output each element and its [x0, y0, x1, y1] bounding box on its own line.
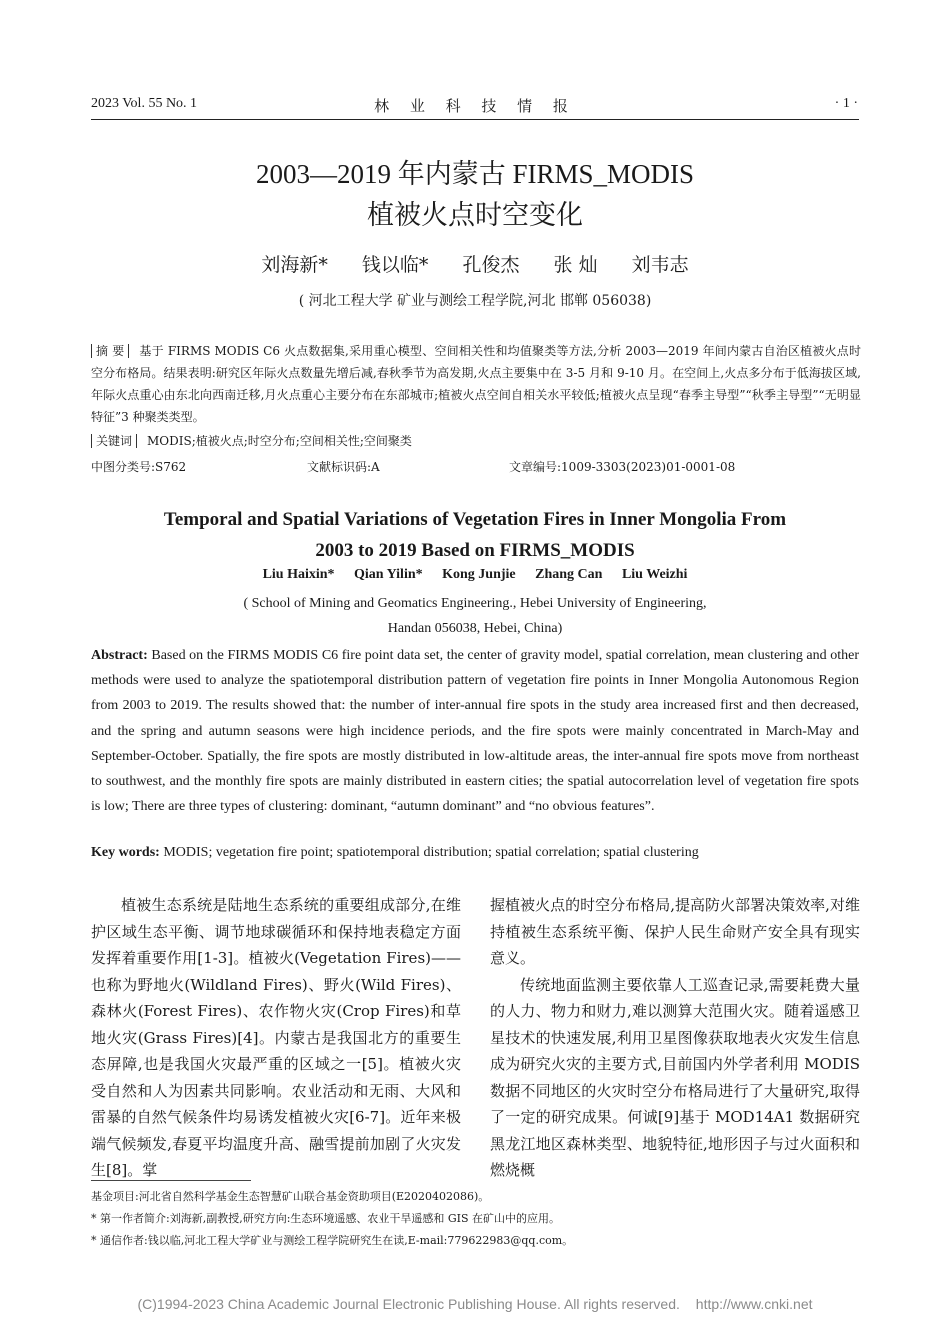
copyright-text: (C)1994-2023 China Academic Journal Electronic Publishing House. All rights reserved.: [137, 1296, 680, 1312]
author-cn: 刘海新*: [261, 254, 328, 276]
keywords-en-text: MODIS; vegetation fire point; spatiotemporal distribution; spatial correlation; spatial clustering: [163, 845, 699, 860]
footnote-fund: 基金项目:河北省自然科学基金生态智慧矿山联合基金资助项目(E2020402086)。: [91, 1190, 490, 1203]
footnote-corresponding-author: * 通信作者:钱以临,河北工程大学矿业与测绘工程学院研究生在读,E-mail:779622983@qq.com。: [91, 1234, 574, 1247]
author-en: Qian Yilin*: [354, 567, 423, 582]
footnote-first-author: * 第一作者简介:刘海新,副教授,研究方向:生态环境遥感、农业干旱遥感和 GIS 在矿山中的应用。: [91, 1212, 561, 1225]
keywords-cn-label: 关键词: [91, 434, 137, 448]
authors-en: [0, 567, 950, 583]
title-cn-line1: 2003—2019 年内蒙古 FIRMS_MODIS: [255, 159, 695, 189]
keywords-en: [91, 845, 859, 861]
title-cn-line2: 植被火点时空变化: [367, 200, 583, 230]
header-rule: [91, 119, 859, 120]
clc-number: 中图分类号:S762: [91, 460, 187, 474]
affiliation-cn: ( 河北工程大学 矿业与测绘工程学院,河北 邯郸 056038): [298, 293, 652, 309]
article-number: 文章编号:1009-3303(2023)01-0001-08: [509, 460, 736, 474]
body-right-column: [490, 892, 860, 1184]
abstract-en-label: Abstract:: [91, 648, 148, 663]
author-en: Zhang Can: [535, 567, 603, 582]
author-cn: 孔俊杰: [462, 254, 520, 276]
author-en: Kong Junjie: [442, 567, 516, 582]
author-cn: 刘韦志: [631, 254, 689, 276]
affiliation-en-line1: ( School of Mining and Geomatics Engineering., Hebei University of Engineering,: [243, 596, 707, 611]
abstract-en: [91, 643, 859, 819]
copyright-bar: [0, 1296, 950, 1312]
authors-cn: [0, 250, 950, 277]
keywords-cn-text: MODIS;植被火点;时空分布;空间相关性;空间聚类: [147, 434, 412, 448]
abstract-cn-label: 摘 要: [91, 344, 129, 358]
body-paragraph: 传统地面监测主要依靠人工巡查记录,需要耗费大量的人力、物力和财力,难以测算大范围火灾。随着遥感卫星技术的快速发展,利用卫星图像获取地表火灾发生信息成为研究火灾的主要方式,目前国内外学者利用 MODIS 数据不同地区的火灾时空分布格局进行了大量研究,取得了一定的研究成果。何诚[9]基于 MOD14A1 数据研究黑龙江地区森林类型、地貌特征,地形因子与过火面积和燃烧概: [490, 975, 860, 1179]
body-paragraph: 握植被火点的时空分布格局,提高防火部署决策效率,对维持植被生态系统平衡、保护人民生命财产安全具有现实意义。: [490, 896, 860, 967]
author-cn: 钱以临*: [361, 254, 429, 276]
body-left-column: 植被生态系统是陆地生态系统的重要组成部分,在维护区域生态平衡、调节地球碳循环和保持地表稳定方面发挥着重要作用[1-3]。植被火(Vegetation Fires)——也称为野地火(Wildland Fires)、野火(Wild Fires)、森林火(Forest Fires)、农作物火灾(Crop Fires)和草地火灾(Grass Fires)[4]。内蒙古是我国北方的重要生态屏障,也是我国火灾最严重的区域之一[5]。植被火灾受自然和人为因素共同影响。农业活动和无雨、大风和雷暴的自然气候条件均易诱发植被火灾[6-7]。近年来极端气候频发,春夏平均温度升高、融雪提前加剧了火灾发生[8]。掌: [91, 896, 461, 1179]
author-en: Liu Haixin*: [262, 567, 335, 582]
affiliation-en-line2: Handan 056038, Hebei, China): [387, 621, 563, 636]
author-en: Liu Weizhi: [621, 567, 688, 582]
footnote-rule: [91, 1180, 251, 1181]
title-en-line1: Temporal and Spatial Variations of Vegetation Fires in Inner Mongolia From: [163, 509, 787, 530]
abstract-cn: [91, 340, 861, 428]
keywords-cn: [91, 430, 861, 452]
title-en-line2: 2003 to 2019 Based on FIRMS_MODIS: [315, 540, 635, 561]
keywords-en-label: Key words:: [91, 845, 160, 860]
journal-issue: 2023 Vol. 55 No. 1: [91, 96, 198, 111]
journal-name: 林 业 科 技 情 报: [374, 97, 576, 115]
author-cn: 张 灿: [553, 254, 598, 276]
abstract-cn-text: 基于 FIRMS MODIS C6 火点数据集,采用重心模型、空间相关性和均值聚类等方法,分析 2003—2019 年间内蒙古自治区植被火点时空分布格局。结果表明:研究区年际火点数量先增后减,春秋季节为高发期,火点主要集中在 3-5 月和 9-10 月。在空间上,火点多分布于低海拔区域,年际火点重心由东北向西南迁移,月火点重心主要分布在东部城市;植被火点空间自相关水平较低;植被火点呈现“春季主导型”“秋季主导型”“无明显特征”3 种聚类类型。: [91, 344, 861, 424]
page-number: · 1 ·: [834, 96, 858, 111]
abstract-en-text: Based on the FIRMS MODIS C6 fire point data set, the center of gravity model, spatial correlation, mean clustering and other methods were used to analyze the spatiotemporal distribution pattern of vegetation fire points in Inner Mongolia Autonomous Region from 2003 to 2019. The results showed that: the number of inter-annual fire spots in the study area increased first and then decreased, and the spring and autumn seasons were high incidence periods, and the fire spots were mainly concentrated in March-May and September-October. Spatially, the fire spots are mostly distributed in low-altitude areas, the inter-annual fire spots move from northeast to southwest, and the monthly fire spots are mainly distributed in eastern cities; the spatial autocorrelation level of vegetation fire spots is low; There are three types of clustering: dominant, “autumn dominant” and “no obvious features”.: [91, 648, 859, 815]
cnki-link[interactable]: http://www.cnki.net: [695, 1296, 813, 1312]
doc-code: 文献标识码:A: [307, 460, 380, 474]
